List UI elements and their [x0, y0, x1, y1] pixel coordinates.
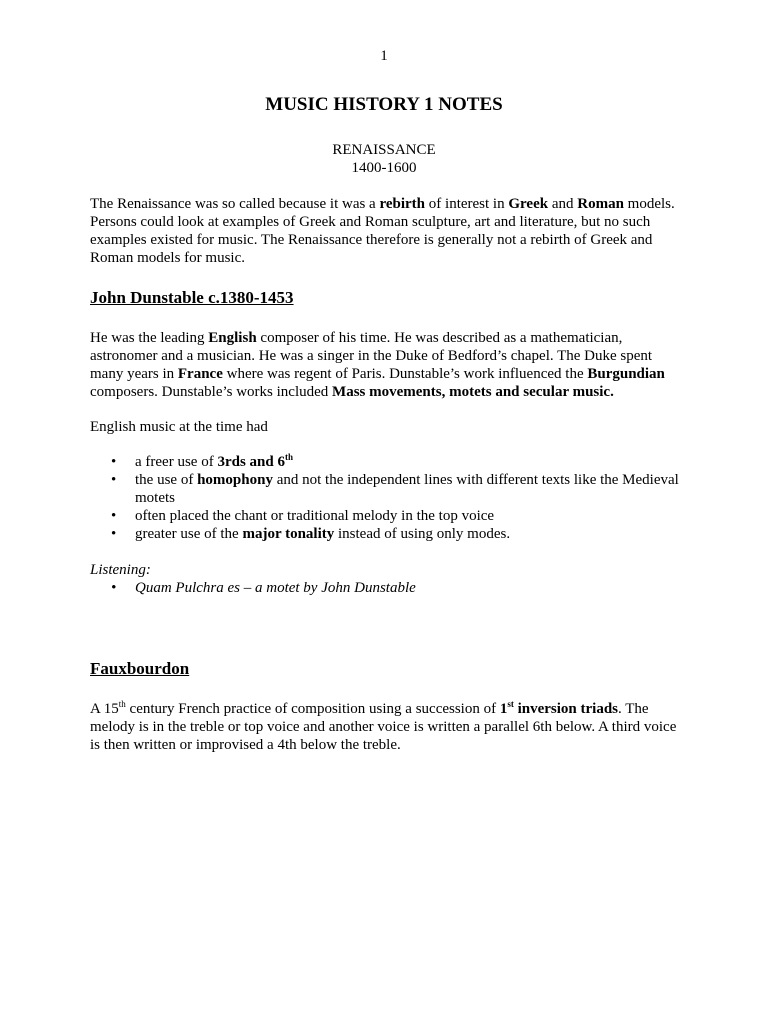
english-music-intro: English music at the time had	[90, 419, 268, 435]
listening-item: Quam Pulchra es – a motet by John Dunstable	[135, 580, 416, 596]
bullet-icon: •	[111, 454, 117, 470]
period-heading	[0, 141, 768, 177]
list-item: • often placed the chant or traditional melody in the top voice	[111, 508, 495, 524]
fauxbourdon-paragraph: A 15th century French practice of composition using a succession of 1st inversion triads. The melody is in the treble or top voice and another voice is written a parallel 6th below. A third voice is then written or improvised a 4th below the treble.	[90, 699, 677, 753]
term-rebirth: rebirth	[379, 196, 426, 212]
section-heading-fauxbourdon: Fauxbourdon	[90, 659, 190, 678]
list-item: • greater use of the major tonality instead of using only modes.	[111, 526, 511, 542]
term-france: France	[177, 366, 223, 382]
document-title: MUSIC HISTORY 1 NOTES	[265, 94, 503, 115]
term-works: Mass movements, motets and secular music.	[332, 384, 614, 400]
page-number: 1	[380, 48, 388, 64]
bullet-icon: •	[111, 580, 117, 596]
period-name: RENAISSANCE	[332, 142, 436, 158]
list-item: • the use of homophony and not the independent lines with different texts like the Medieval motets	[111, 472, 679, 506]
listening-list	[90, 579, 680, 597]
intro-paragraph: The Renaissance was so called because it was a rebirth of interest in Greek and Roman models. Persons could look at examples of Greek and Roman sculpture, art and literature, but no such examples existed for music. The Renaissance therefore is generally not a rebirth of Greek and Roman models for music.	[90, 196, 675, 266]
term-roman: Roman	[577, 196, 624, 212]
period-years: 1400-1600	[351, 160, 417, 176]
listening-label: Listening:	[90, 562, 151, 578]
bullet-icon: •	[111, 508, 117, 524]
dunstable-paragraph: He was the leading English composer of his time. He was described as a mathematician, astronomer and a musician. He was a singer in the Duke of Bedford’s chapel. The Duke spent many years in France where was regent of Paris. Dunstable’s work influenced the Burgundian composers. Dunstable’s works included Mass movements, motets and secular music.	[90, 330, 665, 400]
listening-section	[90, 561, 680, 597]
section-heading-dunstable: John Dunstable c.1380-1453	[90, 288, 294, 307]
list-item: • a freer use of 3rds and 6th	[111, 452, 293, 470]
term-english: English	[208, 330, 257, 346]
term-burgundian: Burgundian	[587, 366, 665, 382]
bullet-icon: •	[111, 526, 117, 542]
term-inversion-triads: inversion triads	[513, 701, 619, 717]
term-greek: Greek	[508, 196, 549, 212]
bullet-icon: •	[111, 472, 117, 488]
list-item	[90, 579, 680, 597]
english-music-list	[90, 453, 680, 543]
